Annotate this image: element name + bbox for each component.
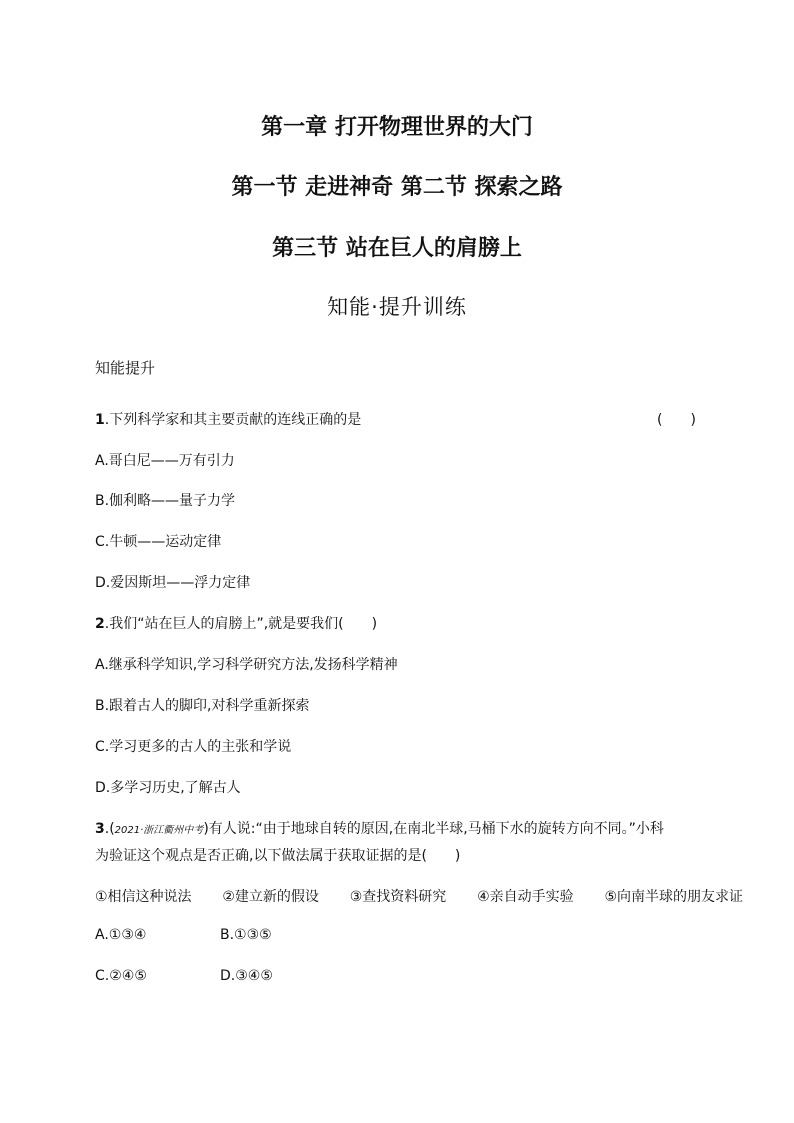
- question-1-option-c: C.牛顿——运动定律: [95, 534, 222, 550]
- section-title-3: 第三节 站在巨人的肩膀上: [272, 236, 522, 261]
- question-3-option-a: A.①③④: [95, 927, 147, 943]
- choice-4: ④亲自动手实验: [477, 889, 574, 905]
- question-number: 1: [95, 412, 105, 428]
- question-1-option-d: D.爱因斯坦——浮力定律: [95, 575, 251, 591]
- question-1-option-a: A.哥白尼——万有引力: [95, 453, 235, 469]
- question-3-choices: [95, 886, 743, 906]
- question-2-option-b: B.跟着古人的脚印,对科学重新探索: [95, 698, 310, 714]
- question-3-stem-line-1: 3.(2021·浙江衢州中考)有人说:“由于地球自转的原因,在南北半球,马桶下水的旋转方向不同。”小科: [95, 821, 664, 837]
- choice-3: ③查找资料研究: [349, 889, 447, 905]
- question-2-stem: 2.我们“站在巨人的肩膀上”,就是要我们( ): [95, 616, 378, 632]
- question-1-option-b: B.伽利略——量子力学: [95, 493, 236, 509]
- question-2-option-c: C.学习更多的古人的主张和学说: [95, 739, 292, 755]
- question-1-answer-blank[interactable]: ( ): [657, 412, 696, 428]
- question-3-option-b: B.①③⑤: [220, 927, 272, 943]
- question-source: 2021·浙江衢州中考: [114, 825, 204, 836]
- question-2-option-a: A.继承科学知识,学习科学研究方法,发扬科学精神: [95, 657, 398, 673]
- exercise-subtitle: 知能·提升训练: [327, 295, 467, 319]
- question-1-stem: 1.下列科学家和其主要贡献的连线正确的是: [95, 412, 362, 428]
- section-title-1-2: 第一节 走进神奇 第二节 探索之路: [231, 175, 563, 200]
- question-3-option-c: C.②④⑤: [95, 968, 147, 984]
- question-number: 2: [95, 616, 105, 632]
- section-label: 知能提升: [95, 359, 156, 377]
- question-3-stem-line-2: 为验证这个观点是否正确,以下做法属于获取证据的是( ): [95, 848, 461, 864]
- question-3-option-d: D.③④⑤: [220, 968, 273, 984]
- question-number: 3: [95, 821, 105, 837]
- chapter-title: 第一章 打开物理世界的大门: [261, 115, 533, 140]
- choice-1: ①相信这种说法: [95, 889, 192, 905]
- question-2-option-d: D.多学习历史,了解古人: [95, 780, 241, 796]
- choice-2: ②建立新的假设: [222, 889, 319, 905]
- choice-5: ⑤向南半球的朋友求证: [604, 889, 743, 905]
